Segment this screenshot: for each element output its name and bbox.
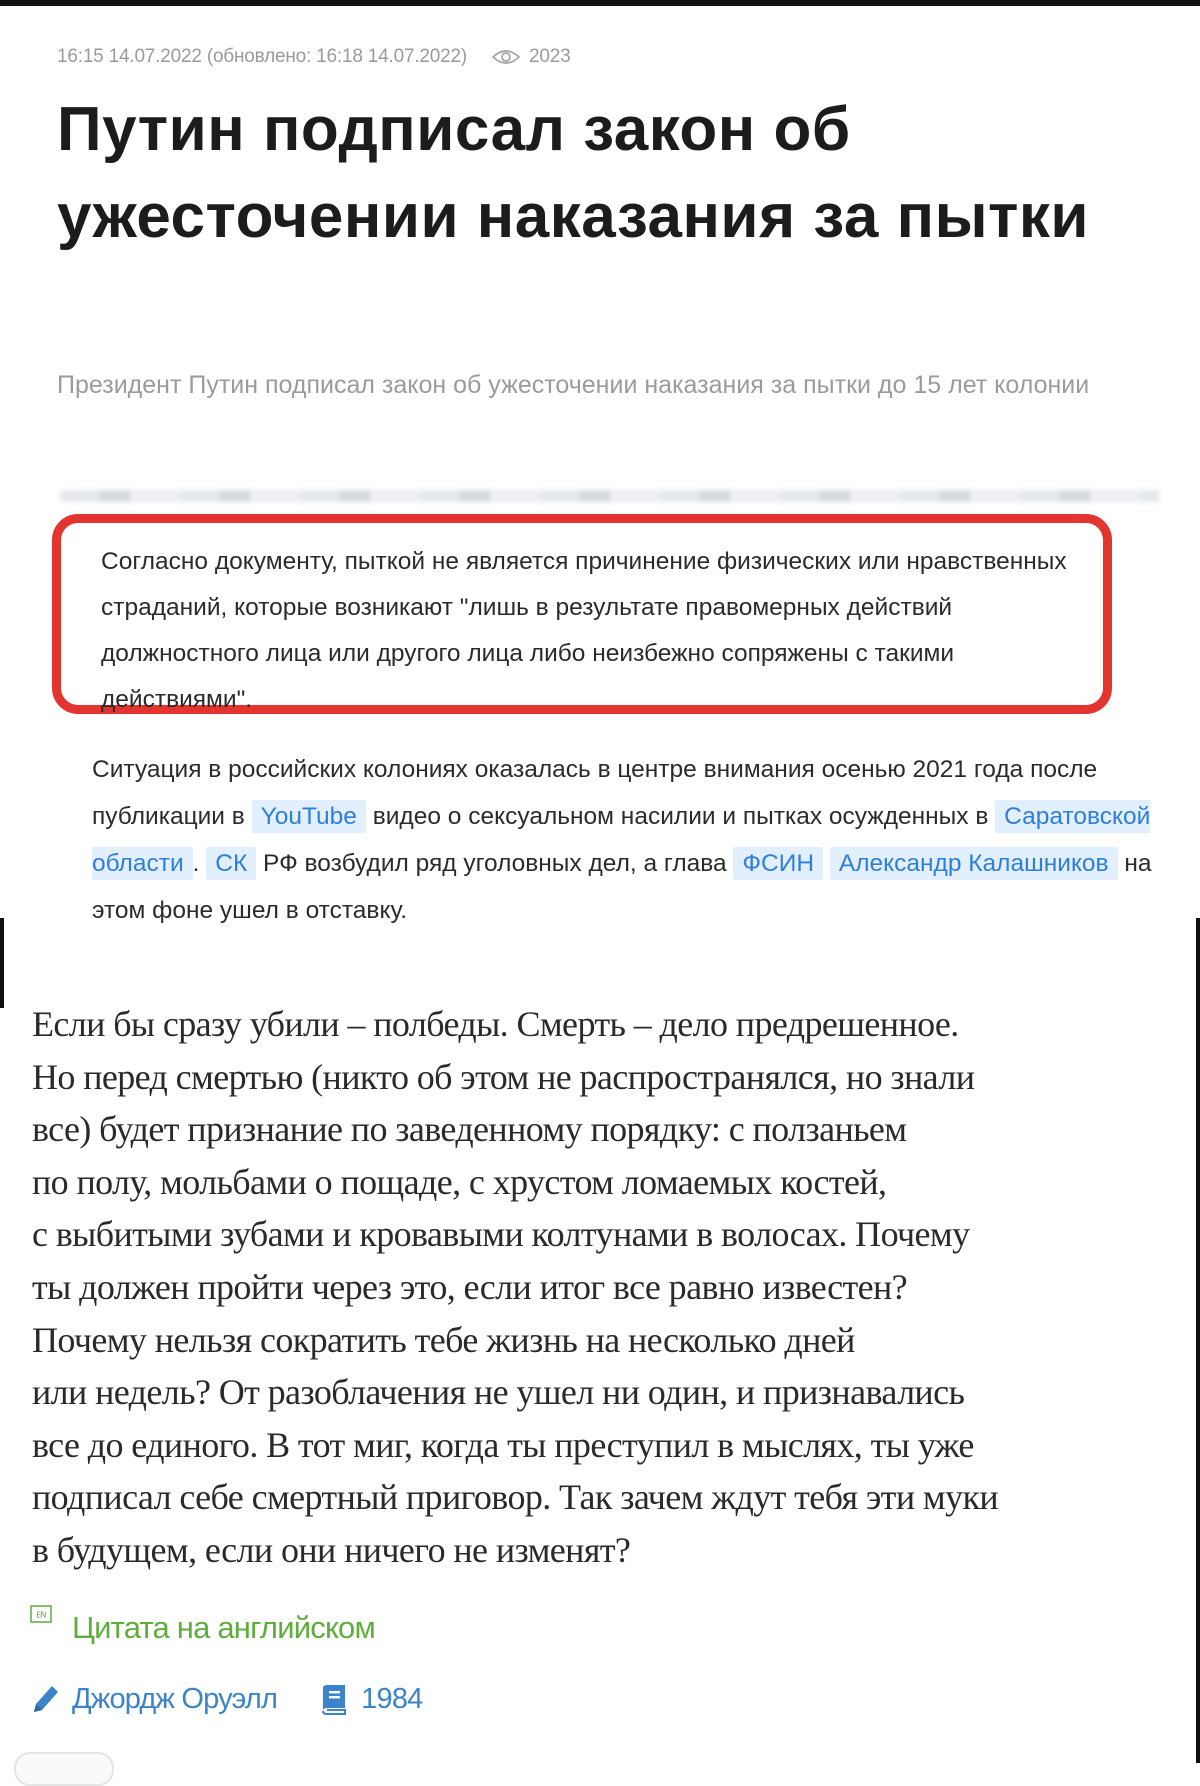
english-quote-link[interactable] <box>30 1610 375 1646</box>
highlighted-quote-box <box>52 514 1112 714</box>
quote-line: все) будет признание по заведенному порядку: с ползаньем <box>32 1109 907 1150</box>
paragraph-text: видео о сексуальном насилии и пытках осужденных в <box>372 803 989 830</box>
article-lead: Президент Путин подписал закон об ужесточении наказания за пытки до 15 лет колонии <box>57 371 1090 399</box>
quote-source <box>30 1682 464 1716</box>
paragraph-text: на этом фоне ушел в отставку. <box>92 850 1152 924</box>
article-paragraph <box>92 746 1172 934</box>
quote-line: подписал себе смертный приговор. Так зачем ждут тебя эти муки <box>32 1477 999 1518</box>
publish-time: 16:15 14.07.2022 <box>57 46 202 67</box>
quote-line: ты должен пройти через это, если итог все равно известен? <box>32 1266 908 1307</box>
quote-line: Если бы сразу убили – полбеды. Смерть – дело предрешенное. <box>32 1004 959 1044</box>
update-time: (обновлено: 16:18 14.07.2022) <box>206 46 468 67</box>
author-name: Джордж Оруэлл <box>72 1682 278 1715</box>
article-headline: Путин подписал закон об ужесточении наказания за пытки <box>57 95 1090 251</box>
views-counter <box>491 46 570 68</box>
pencil-icon <box>30 1682 60 1716</box>
tag-person[interactable]: Александр Калашников <box>830 847 1118 880</box>
left-edge-divider <box>0 918 4 1008</box>
quote-line: или недель? От разоблачения не ушел ни один, и признавались <box>32 1372 965 1413</box>
quote-line: Но перед смертью (никто об этом не распространялся, но знали <box>32 1056 975 1097</box>
book-icon <box>319 1682 349 1716</box>
quote-line: Почему нельзя сократить тебе жизнь на несколько дней <box>32 1319 855 1360</box>
quote-line: в будущем, если они ничего не изменят? <box>32 1529 631 1570</box>
tag-saratov-region[interactable]: Саратовской области <box>92 800 1150 880</box>
book-quote <box>32 998 1162 1577</box>
right-edge-divider <box>1196 918 1200 1763</box>
paragraph-text: РФ возбудил ряд уголовных дел, а глава <box>263 850 727 877</box>
bottom-button-stub[interactable] <box>14 1752 114 1786</box>
eye-icon <box>491 48 521 66</box>
paragraph-text: Ситуация в российских колониях оказалась в центре внимания осенью 2021 года после публикации в <box>92 756 1098 830</box>
flag-label: EN <box>36 1610 46 1620</box>
book-link[interactable] <box>319 1682 422 1716</box>
paragraph-text: . <box>192 850 200 877</box>
quote-line: с выбитыми зубами и кровавыми колтунами в волосах. Почему <box>32 1214 970 1255</box>
quote-line: по полу, мольбами о пощаде, с хрустом ломаемых костей, <box>32 1161 887 1202</box>
book-title: 1984 <box>361 1682 423 1715</box>
english-quote-label: Цитата на английском <box>72 1610 376 1645</box>
author-link[interactable] <box>30 1682 277 1716</box>
article-meta <box>57 46 571 68</box>
tag-youtube[interactable]: YouTube <box>252 800 366 833</box>
news-article-screenshot <box>0 6 1200 924</box>
views-count: 2023 <box>529 46 571 67</box>
tag-sk[interactable]: СК <box>206 847 256 880</box>
flag-icon <box>30 1605 52 1623</box>
quote-line: все до единого. В тот миг, когда ты преступил в мыслях, ты уже <box>32 1424 974 1465</box>
highlighted-quote-text: Согласно документу, пыткой не является причинение физических или нравственных страданий, которые возникают "лишь в результате правомерных действий должностного лица или другого лица либо неизбежно сопряжены с такими действиями". <box>101 548 1067 713</box>
tag-fsin[interactable]: ФСИН <box>733 847 823 880</box>
blurred-divider <box>60 490 1160 502</box>
